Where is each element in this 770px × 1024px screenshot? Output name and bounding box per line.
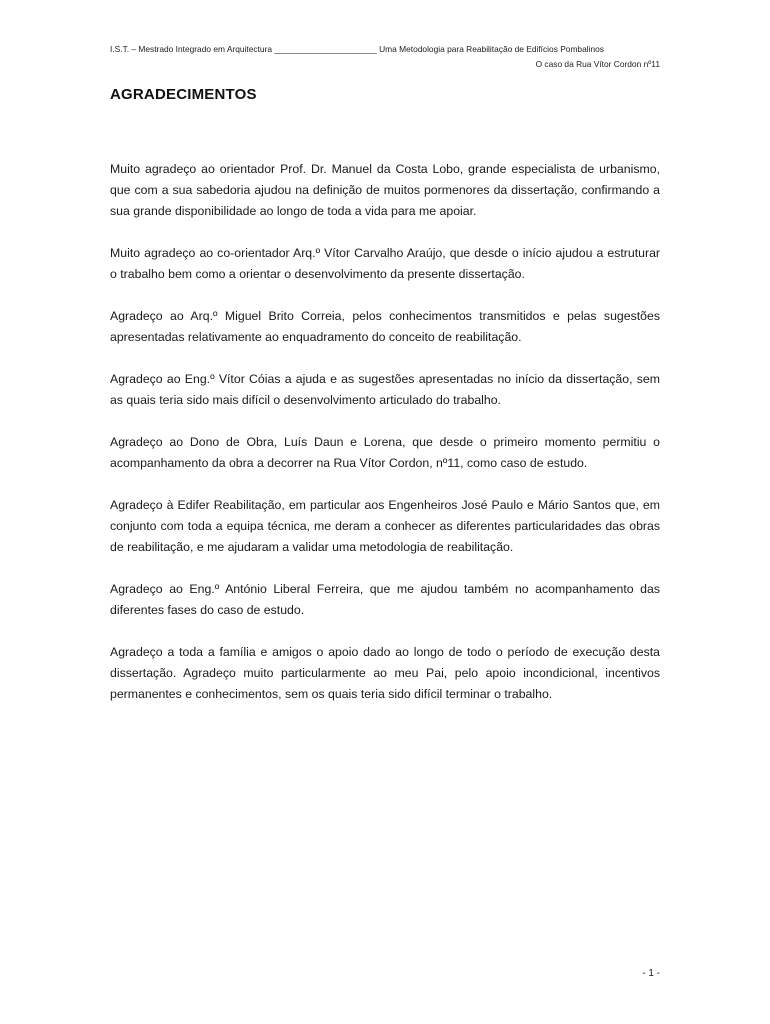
paragraph-orientador: Muito agradeço ao orientador Prof. Dr. Manuel da Costa Lobo, grande especialista de urbanismo, que com a sua sabedoria ajudou na definição de muitos pormenores da dissertação, confirmando a sua grande disponibilidade ao longo de toda a vida para me apoiar.	[110, 162, 660, 218]
header-institution-title: I.S.T. – Mestrado Integrado em Arquitectura ______________________ Uma Metodologia para Reabilitação de Edifícios Pombalinos	[110, 44, 604, 54]
paragraph-miguel-brito-correia: Agradeço ao Arq.º Miguel Brito Correia, pelos conhecimentos transmitidos e pelas sugestões apresentadas relativamente ao enquadramento do conceito de reabilitação.	[110, 309, 660, 344]
paragraph-familia: Agradeço a toda a família e amigos o apoio dado ao longo de todo o período de execução desta dissertação. Agradeço muito particularmente ao meu Pai, pelo apoio incondicional, incentivos permanentes e conhecimentos, sem os quais teria sido difícil terminar o trabalho.	[110, 645, 660, 701]
paragraph-co-orientador: Muito agradeço ao co-orientador Arq.º Vítor Carvalho Araújo, que desde o início ajudou a estruturar o trabalho bem como a orientar o desenvolvimento da presente dissertação.	[110, 246, 660, 281]
running-header	[110, 42, 660, 72]
paragraph-antonio-liberal-ferreira: Agradeço ao Eng.º António Liberal Ferreira, que me ajudou também no acompanhamento das diferentes fases do caso de estudo.	[110, 582, 660, 617]
acknowledgements-body	[110, 159, 660, 726]
header-case-study: O caso da Rua Vítor Cordon nº11	[535, 59, 660, 69]
paragraph-vitor-coias: Agradeço ao Eng.º Vítor Cóias a ajuda e as sugestões apresentadas no início da dissertação, sem as quais teria sido mais difícil o desenvolvimento articulado do trabalho.	[110, 372, 660, 407]
paragraph-dono-de-obra: Agradeço ao Dono de Obra, Luís Daun e Lorena, que desde o primeiro momento permitiu o acompanhamento da obra a decorrer na Rua Vítor Cordon, nº11, como caso de estudo.	[110, 435, 660, 470]
section-title: AGRADECIMENTOS	[110, 86, 257, 103]
paragraph-edifer: Agradeço à Edifer Reabilitação, em particular aos Engenheiros José Paulo e Mário Santos que, em conjunto com toda a equipa técnica, me deram a conhecer as diferentes particularidades das obras de reabilitação, e me ajudaram a validar uma metodologia de reabilitação.	[110, 498, 660, 554]
page-number: - 1 -	[642, 968, 660, 979]
